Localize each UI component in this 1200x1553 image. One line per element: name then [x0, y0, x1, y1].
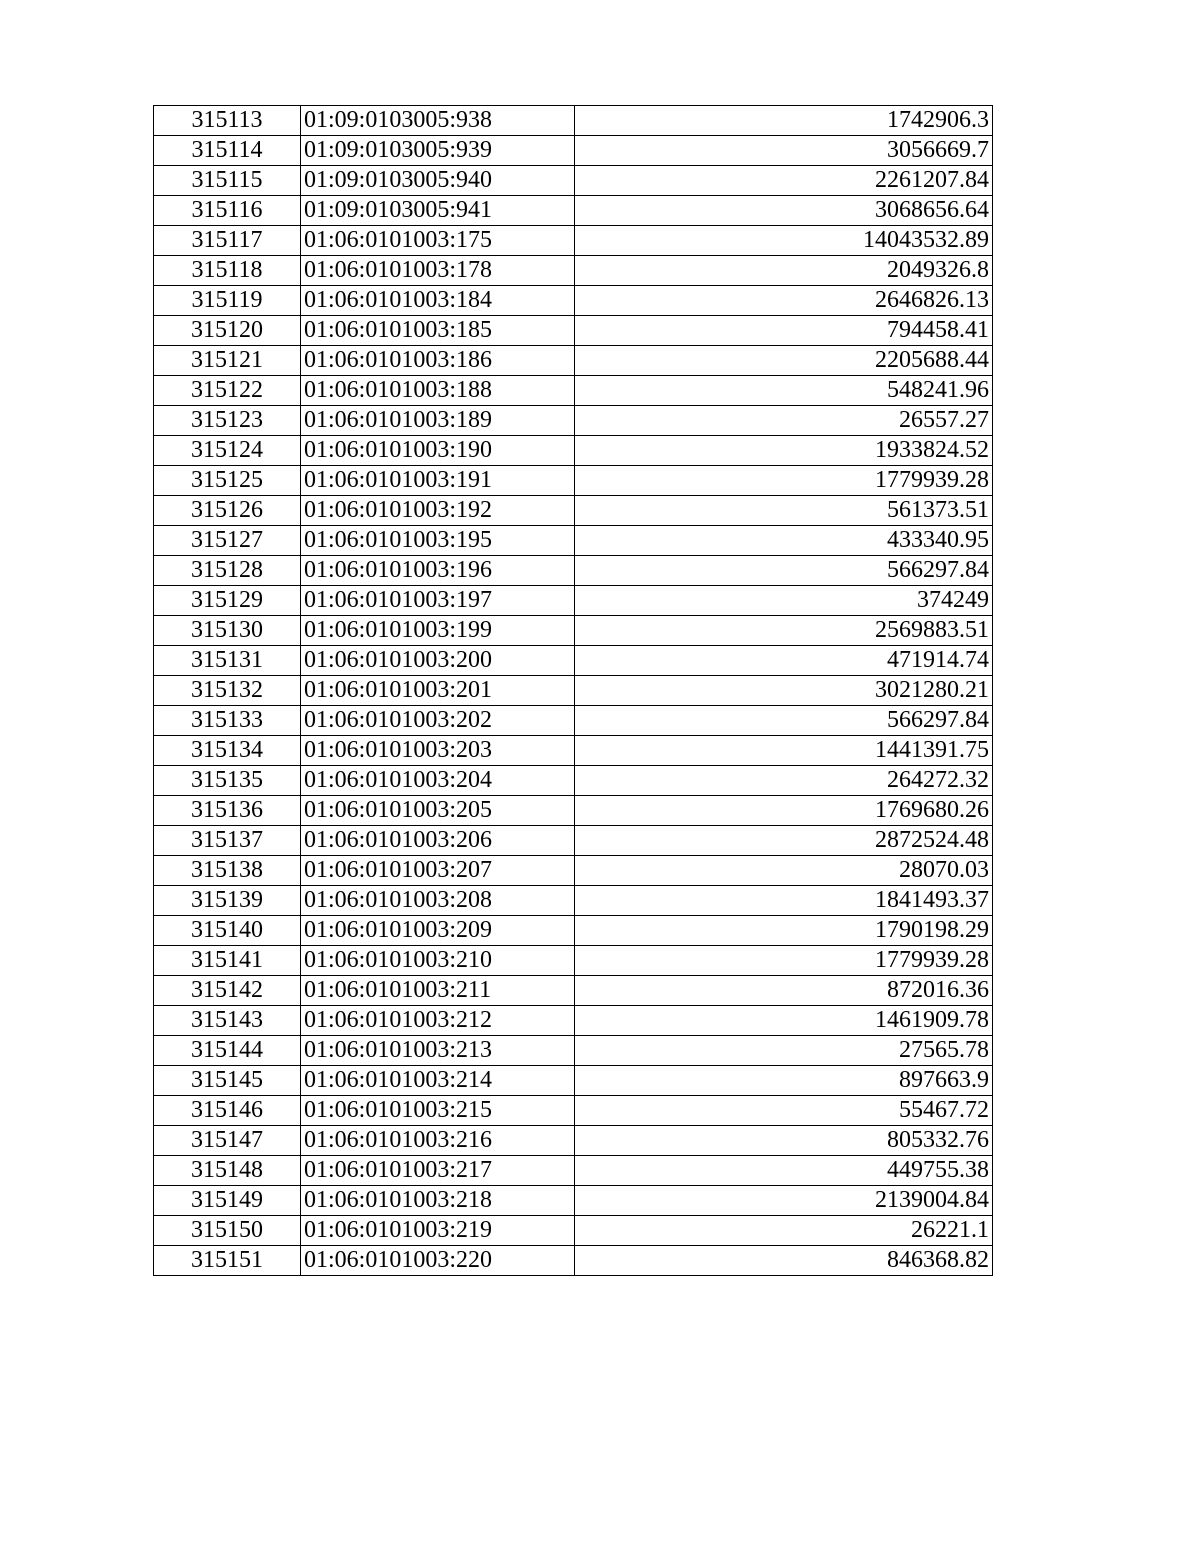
- cadastral-number-cell: 01:06:0101003:203: [301, 736, 575, 766]
- cadastral-value-cell: 1769680.26: [575, 796, 993, 826]
- row-number-cell: 315127: [154, 526, 301, 556]
- row-number-cell: 315137: [154, 826, 301, 856]
- table-row: [154, 706, 993, 736]
- cadastral-number-cell: 01:06:0101003:210: [301, 946, 575, 976]
- table-row: [154, 1246, 993, 1276]
- cadastral-number-cell: 01:06:0101003:205: [301, 796, 575, 826]
- row-number-cell: 315135: [154, 766, 301, 796]
- cadastral-value-cell: 26557.27: [575, 406, 993, 436]
- table-row: [154, 556, 993, 586]
- cadastral-number-cell: 01:06:0101003:211: [301, 976, 575, 1006]
- row-number-cell: 315119: [154, 286, 301, 316]
- cadastral-value-cell: 548241.96: [575, 376, 993, 406]
- cadastral-number-cell: 01:06:0101003:209: [301, 916, 575, 946]
- cadastral-value-cell: 28070.03: [575, 856, 993, 886]
- table-row: [154, 436, 993, 466]
- table-row: [154, 316, 993, 346]
- row-number-cell: 315140: [154, 916, 301, 946]
- row-number-cell: 315131: [154, 646, 301, 676]
- row-number-cell: 315148: [154, 1156, 301, 1186]
- row-number-cell: 315121: [154, 346, 301, 376]
- row-number-cell: 315147: [154, 1126, 301, 1156]
- table-row: [154, 1186, 993, 1216]
- table-row: [154, 586, 993, 616]
- cadastral-value-cell: 2646826.13: [575, 286, 993, 316]
- table-row: [154, 796, 993, 826]
- cadastral-value-cell: 374249: [575, 586, 993, 616]
- cadastral-value-cell: 1841493.37: [575, 886, 993, 916]
- cadastral-value-cell: 2261207.84: [575, 166, 993, 196]
- cadastral-value-cell: 794458.41: [575, 316, 993, 346]
- cadastral-number-cell: 01:06:0101003:201: [301, 676, 575, 706]
- cadastral-value-cell: 3021280.21: [575, 676, 993, 706]
- table-row: [154, 826, 993, 856]
- row-number-cell: 315151: [154, 1246, 301, 1276]
- cadastral-number-cell: 01:06:0101003:192: [301, 496, 575, 526]
- cadastral-value-cell: 805332.76: [575, 1126, 993, 1156]
- row-number-cell: 315143: [154, 1006, 301, 1036]
- table-body: [154, 106, 993, 1276]
- cadastral-value-cell: 2872524.48: [575, 826, 993, 856]
- cadastral-number-cell: 01:06:0101003:186: [301, 346, 575, 376]
- table-row: [154, 616, 993, 646]
- row-number-cell: 315114: [154, 136, 301, 166]
- cadastral-value-table: [153, 105, 993, 1276]
- cadastral-number-cell: 01:06:0101003:213: [301, 1036, 575, 1066]
- row-number-cell: 315124: [154, 436, 301, 466]
- row-number-cell: 315126: [154, 496, 301, 526]
- cadastral-value-cell: 27565.78: [575, 1036, 993, 1066]
- cadastral-number-cell: 01:06:0101003:197: [301, 586, 575, 616]
- cadastral-number-cell: 01:06:0101003:185: [301, 316, 575, 346]
- cadastral-value-cell: 55467.72: [575, 1096, 993, 1126]
- table-row: [154, 376, 993, 406]
- row-number-cell: 315144: [154, 1036, 301, 1066]
- cadastral-value-cell: 1779939.28: [575, 946, 993, 976]
- row-number-cell: 315122: [154, 376, 301, 406]
- row-number-cell: 315133: [154, 706, 301, 736]
- cadastral-number-cell: 01:06:0101003:184: [301, 286, 575, 316]
- table-row: [154, 646, 993, 676]
- cadastral-value-cell: 1441391.75: [575, 736, 993, 766]
- cadastral-value-cell: 872016.36: [575, 976, 993, 1006]
- cadastral-value-cell: 433340.95: [575, 526, 993, 556]
- cadastral-number-cell: 01:06:0101003:220: [301, 1246, 575, 1276]
- cadastral-value-cell: 264272.32: [575, 766, 993, 796]
- cadastral-value-cell: 1461909.78: [575, 1006, 993, 1036]
- table-row: [154, 136, 993, 166]
- cadastral-number-cell: 01:06:0101003:196: [301, 556, 575, 586]
- table-row: [154, 286, 993, 316]
- table-row: [154, 526, 993, 556]
- cadastral-value-cell: 846368.82: [575, 1246, 993, 1276]
- cadastral-value-cell: 561373.51: [575, 496, 993, 526]
- cadastral-number-cell: 01:06:0101003:217: [301, 1156, 575, 1186]
- cadastral-value-cell: 471914.74: [575, 646, 993, 676]
- table-row: [154, 1126, 993, 1156]
- cadastral-value-cell: 566297.84: [575, 706, 993, 736]
- cadastral-number-cell: 01:06:0101003:178: [301, 256, 575, 286]
- table-row: [154, 736, 993, 766]
- cadastral-value-cell: 1790198.29: [575, 916, 993, 946]
- cadastral-number-cell: 01:06:0101003:208: [301, 886, 575, 916]
- cadastral-number-cell: 01:09:0103005:938: [301, 106, 575, 136]
- table-row: [154, 466, 993, 496]
- row-number-cell: 315141: [154, 946, 301, 976]
- table-row: [154, 916, 993, 946]
- cadastral-value-cell: 3068656.64: [575, 196, 993, 226]
- row-number-cell: 315145: [154, 1066, 301, 1096]
- cadastral-number-cell: 01:06:0101003:207: [301, 856, 575, 886]
- cadastral-number-cell: 01:06:0101003:218: [301, 1186, 575, 1216]
- row-number-cell: 315128: [154, 556, 301, 586]
- cadastral-number-cell: 01:06:0101003:200: [301, 646, 575, 676]
- cadastral-number-cell: 01:06:0101003:188: [301, 376, 575, 406]
- cadastral-value-cell: 2139004.84: [575, 1186, 993, 1216]
- cadastral-value-cell: 2569883.51: [575, 616, 993, 646]
- row-number-cell: 315118: [154, 256, 301, 286]
- row-number-cell: 315146: [154, 1096, 301, 1126]
- row-number-cell: 315134: [154, 736, 301, 766]
- table-row: [154, 1156, 993, 1186]
- row-number-cell: 315149: [154, 1186, 301, 1216]
- table-row: [154, 766, 993, 796]
- table-row: [154, 1006, 993, 1036]
- cadastral-value-cell: 26221.1: [575, 1216, 993, 1246]
- cadastral-value-cell: 1933824.52: [575, 436, 993, 466]
- cadastral-number-cell: 01:06:0101003:195: [301, 526, 575, 556]
- table-row: [154, 226, 993, 256]
- table-row: [154, 946, 993, 976]
- table-row: [154, 976, 993, 1006]
- row-number-cell: 315115: [154, 166, 301, 196]
- table-row: [154, 256, 993, 286]
- cadastral-number-cell: 01:09:0103005:940: [301, 166, 575, 196]
- cadastral-value-cell: 2205688.44: [575, 346, 993, 376]
- row-number-cell: 315120: [154, 316, 301, 346]
- row-number-cell: 315150: [154, 1216, 301, 1246]
- cadastral-number-cell: 01:06:0101003:202: [301, 706, 575, 736]
- cadastral-number-cell: 01:06:0101003:190: [301, 436, 575, 466]
- cadastral-number-cell: 01:06:0101003:216: [301, 1126, 575, 1156]
- row-number-cell: 315142: [154, 976, 301, 1006]
- cadastral-value-cell: 3056669.7: [575, 136, 993, 166]
- table-row: [154, 106, 993, 136]
- table-row: [154, 496, 993, 526]
- table-row: [154, 1066, 993, 1096]
- row-number-cell: 315130: [154, 616, 301, 646]
- cadastral-number-cell: 01:06:0101003:212: [301, 1006, 575, 1036]
- row-number-cell: 315136: [154, 796, 301, 826]
- row-number-cell: 315123: [154, 406, 301, 436]
- table-row: [154, 1216, 993, 1246]
- cadastral-number-cell: 01:06:0101003:214: [301, 1066, 575, 1096]
- table-row: [154, 676, 993, 706]
- table-row: [154, 346, 993, 376]
- cadastral-number-cell: 01:06:0101003:215: [301, 1096, 575, 1126]
- row-number-cell: 315113: [154, 106, 301, 136]
- row-number-cell: 315116: [154, 196, 301, 226]
- row-number-cell: 315125: [154, 466, 301, 496]
- table-row: [154, 856, 993, 886]
- cadastral-number-cell: 01:06:0101003:206: [301, 826, 575, 856]
- cadastral-value-cell: 897663.9: [575, 1066, 993, 1096]
- cadastral-value-cell: 449755.38: [575, 1156, 993, 1186]
- cadastral-number-cell: 01:06:0101003:199: [301, 616, 575, 646]
- cadastral-number-cell: 01:09:0103005:939: [301, 136, 575, 166]
- row-number-cell: 315117: [154, 226, 301, 256]
- cadastral-value-cell: 1779939.28: [575, 466, 993, 496]
- cadastral-number-cell: 01:09:0103005:941: [301, 196, 575, 226]
- row-number-cell: 315132: [154, 676, 301, 706]
- table-row: [154, 196, 993, 226]
- cadastral-number-cell: 01:06:0101003:219: [301, 1216, 575, 1246]
- table-row: [154, 1096, 993, 1126]
- cadastral-number-cell: 01:06:0101003:189: [301, 406, 575, 436]
- table-row: [154, 886, 993, 916]
- row-number-cell: 315138: [154, 856, 301, 886]
- table-row: [154, 1036, 993, 1066]
- row-number-cell: 315129: [154, 586, 301, 616]
- cadastral-value-cell: 566297.84: [575, 556, 993, 586]
- cadastral-number-cell: 01:06:0101003:191: [301, 466, 575, 496]
- table-row: [154, 166, 993, 196]
- cadastral-number-cell: 01:06:0101003:175: [301, 226, 575, 256]
- row-number-cell: 315139: [154, 886, 301, 916]
- cadastral-number-cell: 01:06:0101003:204: [301, 766, 575, 796]
- cadastral-value-cell: 1742906.3: [575, 106, 993, 136]
- cadastral-value-cell: 14043532.89: [575, 226, 993, 256]
- table-row: [154, 406, 993, 436]
- cadastral-value-cell: 2049326.8: [575, 256, 993, 286]
